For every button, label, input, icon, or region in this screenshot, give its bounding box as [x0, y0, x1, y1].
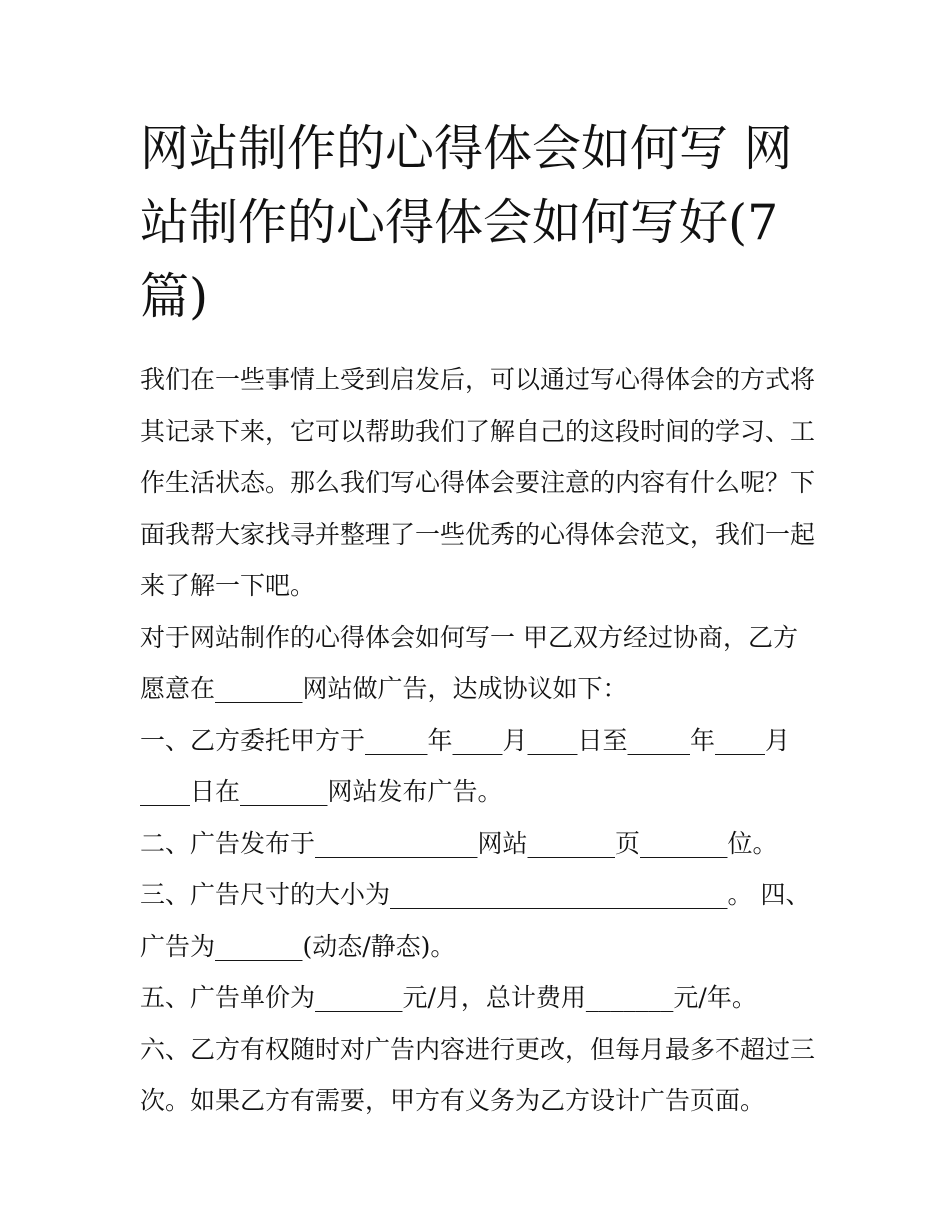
body-paragraph: 六、乙方有权随时对广告内容进行更改，但每月最多不超过三次。如果乙方有需要，甲方有义务为乙方设计广告页面。 — [140, 1034, 816, 1115]
body-paragraph: 对于网站制作的心得体会如何写一 甲乙双方经过协商，乙方愿意在_______网站做广告，达成协议如下： — [140, 622, 798, 703]
document-body — [140, 354, 820, 1127]
document-title: 网站制作的心得体会如何写 网站制作的心得体会如何写好(7篇) — [140, 120, 793, 325]
body-paragraph: 二、广告发布于_____________网站_______页_______位。 — [140, 828, 778, 858]
body-paragraph: 三、广告尺寸的大小为___________________________。 四、广告为_______(动态/静态)。 — [140, 880, 811, 961]
body-paragraph: 五、广告单价为_______元/月，总计费用_______元/年。 — [140, 983, 757, 1012]
intro-paragraph: 我们在一些事情上受到启发后，可以通过写心得体会的方式将其记录下来，它可以帮助我们了解自己的这段时间的学习、工作生活状态。那么我们写心得体会要注意的内容有什么呢？下面我帮大家找寻并整理了一些优秀的心得体会范文，我们一起来了解一下吧。 — [140, 365, 816, 600]
body-paragraph: 一、乙方委托甲方于_____年____月____日至_____年____月____日在_______网站发布广告。 — [140, 725, 791, 806]
